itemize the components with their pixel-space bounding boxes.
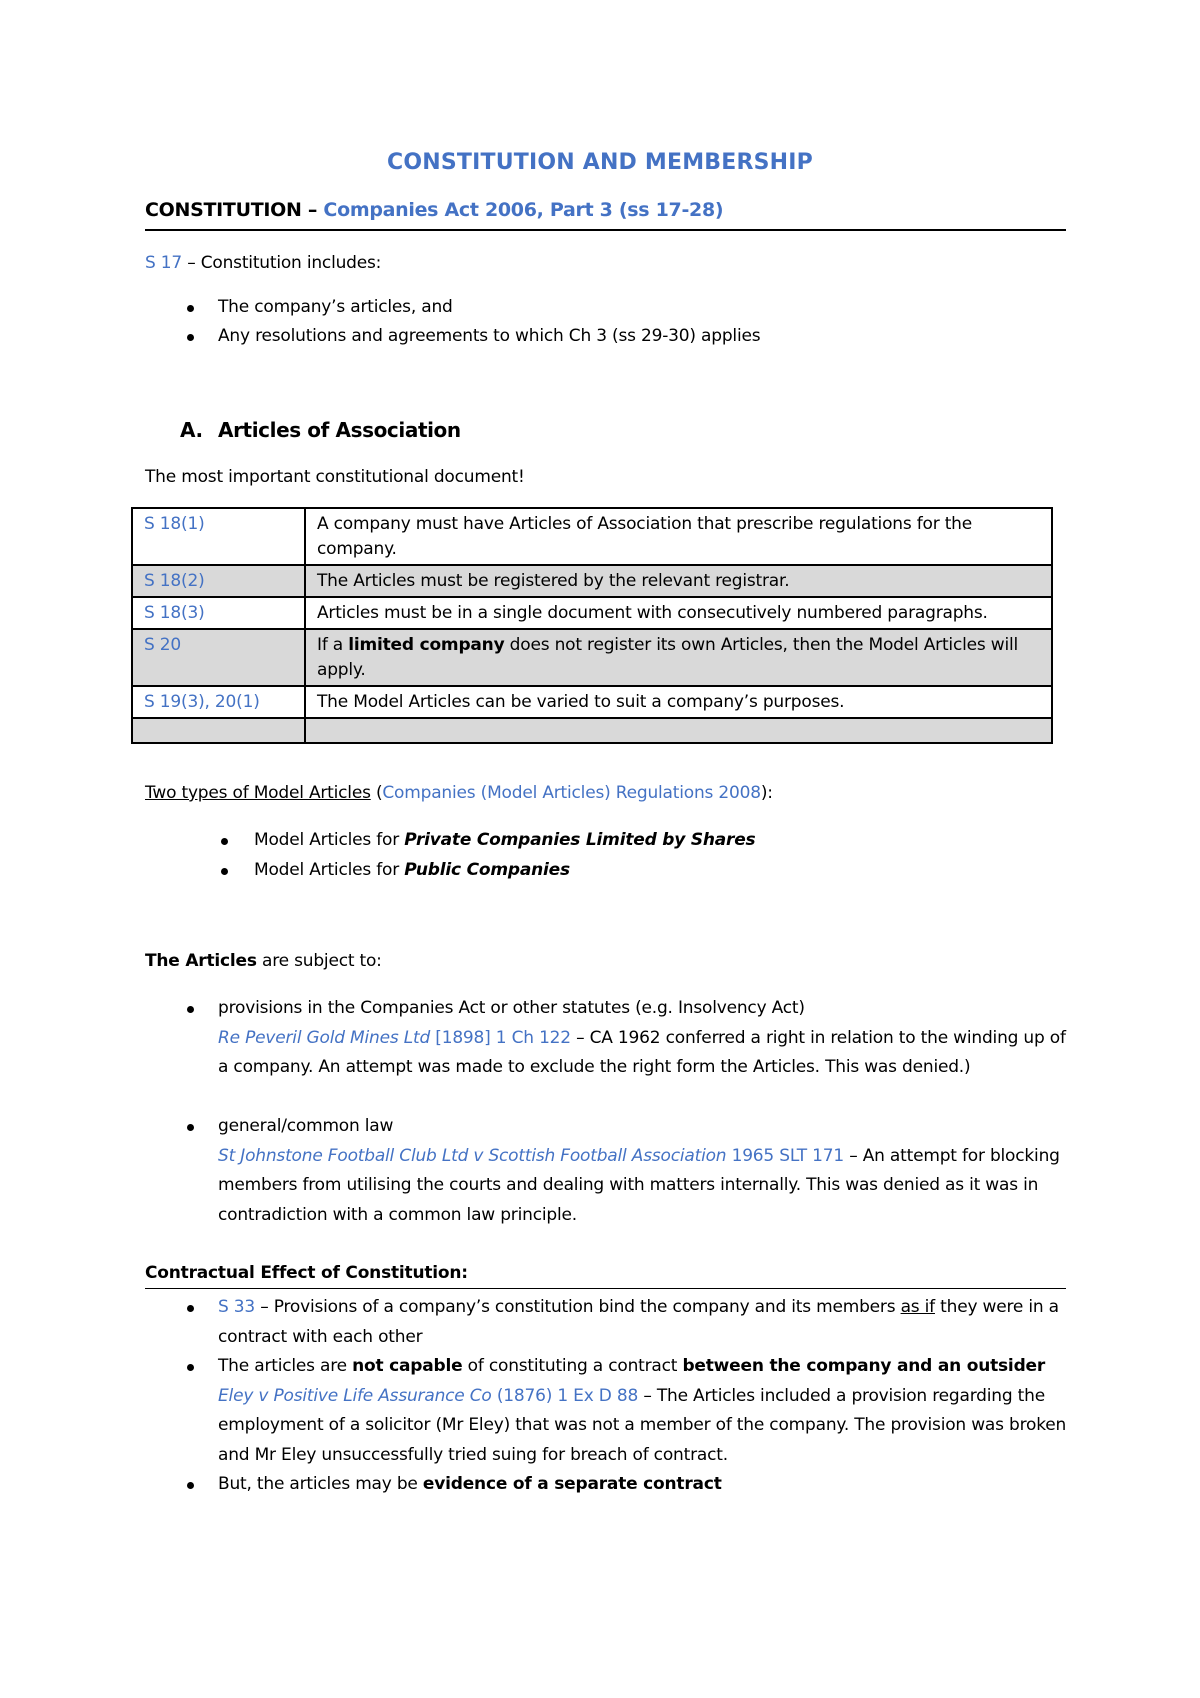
bullet-icon — [187, 334, 194, 341]
table-cell-section: S 18(2) — [132, 565, 305, 597]
as-if-text: as if — [900, 1297, 935, 1317]
bullet-icon — [187, 1482, 194, 1489]
contractual-heading: Contractual Effect of Constitution: — [145, 1263, 468, 1283]
subject-to-item-2 — [218, 1112, 1068, 1230]
case-name: St Johnstone Football Club Ltd v Scottish Football Association — [218, 1145, 727, 1166]
model-articles-close: ): — [760, 783, 773, 803]
subject-to-rest: are subject to: — [256, 951, 382, 971]
bullet-icon — [187, 1006, 194, 1013]
table-text-part: does not register its own Articles, then the Model Articles will apply. — [317, 635, 1019, 680]
bullet-icon — [187, 1364, 194, 1371]
model-articles-label: Two types of Model Articles — [145, 783, 371, 803]
case-name: Eley v Positive Life Assurance Co — [218, 1385, 492, 1406]
table-cell-text: The Articles must be registered by the relevant registrar. — [305, 565, 1052, 597]
table-cell-section: S 20 — [132, 629, 305, 686]
case-description: – The Articles included a provision regarding the employment of a solicitor (Mr Eley) that was not a member of the company. The provision was broken and Mr Eley unsuccessfully tried suing for breach of contract. — [218, 1385, 1067, 1465]
contractual-bold: between the company and an outsider — [682, 1356, 1046, 1376]
s17-item-2: Any resolutions and agreements to which Ch 3 (ss 29-30) applies — [218, 326, 761, 346]
table-cell-section: S 18(1) — [132, 508, 305, 565]
model-articles-line — [145, 783, 773, 803]
table-cell-text: A company must have Articles of Association that prescribe regulations for the company. — [305, 508, 1052, 565]
contractual-item-1 — [218, 1293, 1068, 1352]
table-cell-section: S 18(3) — [132, 597, 305, 629]
table-cell-text — [305, 629, 1052, 686]
s17-line — [145, 253, 381, 273]
contractual-rule — [145, 1288, 1066, 1289]
contractual-text: they were in a contract with each other — [218, 1297, 1059, 1347]
table-cell-text: Articles must be in a single document with consecutively numbered paragraphs. — [305, 597, 1052, 629]
model-articles-item-name: Public Companies — [404, 860, 570, 880]
table-row — [132, 597, 1052, 629]
bullet-icon — [187, 305, 194, 312]
model-articles-item-prefix: Model Articles for — [254, 830, 405, 850]
model-articles-source: Companies (Model Articles) Regulations 2008 — [382, 783, 761, 803]
constitution-heading-source: Companies Act 2006, Part 3 (ss 17-28) — [323, 199, 724, 221]
model-articles-item-prefix: Model Articles for — [254, 860, 405, 880]
contractual-bold: evidence of a separate contract — [422, 1474, 722, 1494]
table-cell-section — [132, 718, 305, 743]
case-name: Re Peveril Gold Mines Ltd — [218, 1027, 431, 1048]
case-description: – CA 1962 conferred a right in relation to the winding up of a company. An attempt was made to exclude the right form the Articles. This was denied.) — [218, 1027, 1066, 1077]
table-row — [132, 629, 1052, 686]
table-cell-text: The Model Articles can be varied to suit a company’s purposes. — [305, 686, 1052, 718]
contractual-text: The articles are — [218, 1356, 353, 1376]
table-row — [132, 565, 1052, 597]
bullet-icon — [221, 838, 228, 845]
bullet-icon — [187, 1305, 194, 1312]
section-a-title: Articles of Association — [218, 418, 461, 442]
bullet-icon — [187, 1124, 194, 1131]
bullet-icon — [221, 868, 228, 875]
s33-ref: S 33 — [218, 1297, 256, 1317]
section-a-marker: A. — [180, 418, 203, 442]
case-description: – An attempt for blocking members from utilising the courts and dealing with matters internally. This was denied as it was in contradiction with a common law principle. — [218, 1145, 1060, 1225]
contractual-item-3 — [218, 1474, 722, 1494]
subject-to-line — [145, 951, 388, 971]
table-cell-text — [305, 718, 1052, 743]
constitution-heading-label: CONSTITUTION – — [145, 199, 324, 221]
s17-item-1: The company’s articles, and — [218, 297, 453, 317]
case-citation: 1965 SLT 171 — [726, 1145, 845, 1166]
page-title: CONSTITUTION AND MEMBERSHIP — [386, 150, 813, 175]
s17-text: – Constitution includes: — [182, 253, 382, 273]
section-a-heading — [180, 418, 461, 442]
model-articles-item-1 — [254, 830, 755, 850]
table-text-bold: limited company — [348, 635, 505, 655]
heading-rule — [145, 229, 1066, 231]
table-row — [132, 686, 1052, 718]
case-citation: [1898] 1 Ch 122 — [430, 1027, 571, 1048]
model-articles-item-2 — [254, 860, 570, 880]
table-cell-section: S 19(3), 20(1) — [132, 686, 305, 718]
table-text-part: If a — [317, 635, 349, 655]
subject-to-bold: The Articles — [145, 951, 257, 971]
contractual-text: of constituting a contract — [462, 1356, 683, 1376]
model-articles-open: ( — [370, 783, 383, 803]
constitution-heading — [145, 199, 723, 221]
articles-table — [131, 507, 1053, 744]
s17-ref: S 17 — [145, 253, 183, 273]
model-articles-item-name: Private Companies Limited by Shares — [404, 830, 756, 850]
table-row — [132, 508, 1052, 565]
contractual-item-2 — [218, 1352, 1068, 1470]
subject-item-lead: general/common law — [218, 1116, 394, 1136]
contractual-text: But, the articles may be — [218, 1474, 423, 1494]
contractual-text: – Provisions of a company’s constitution bind the company and its members — [255, 1297, 901, 1317]
subject-to-item-1 — [218, 994, 1068, 1083]
section-a-intro: The most important constitutional document! — [145, 467, 525, 487]
contractual-bold: not capable — [352, 1356, 463, 1376]
case-citation: (1876) 1 Ex D 88 — [491, 1385, 639, 1406]
table-row — [132, 718, 1052, 743]
subject-item-lead: provisions in the Companies Act or other statutes (e.g. Insolvency Act) — [218, 998, 805, 1018]
